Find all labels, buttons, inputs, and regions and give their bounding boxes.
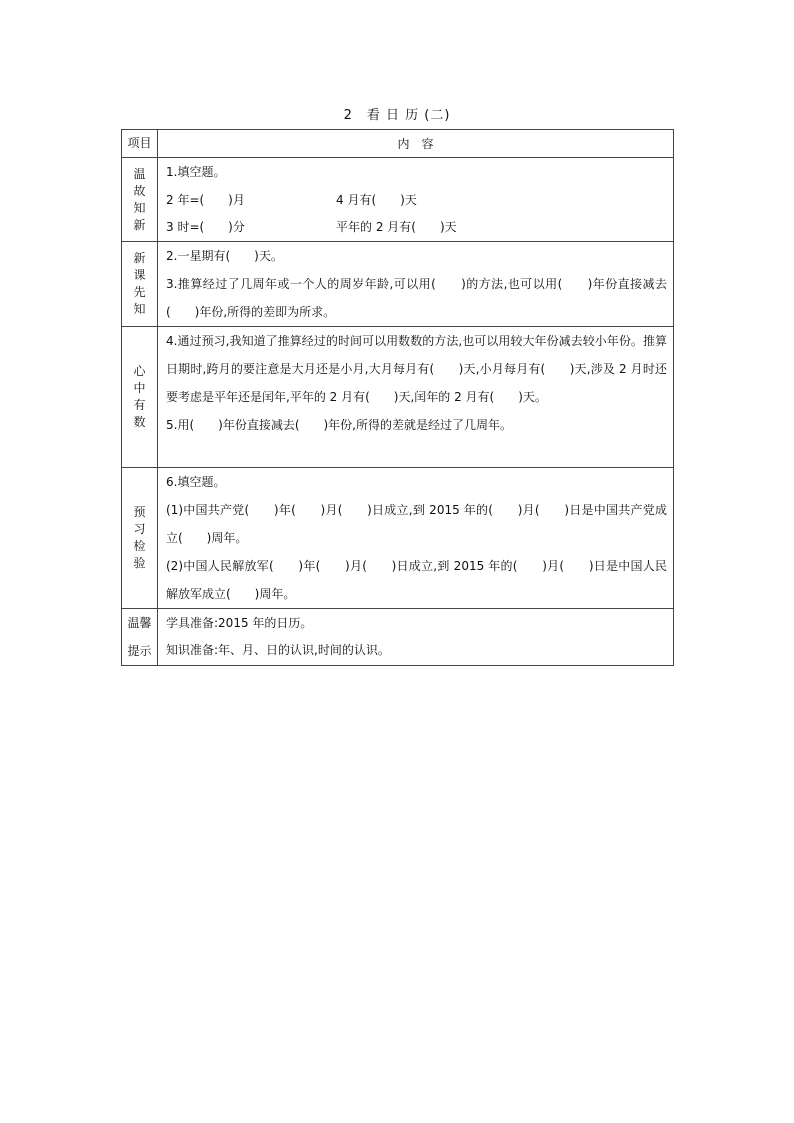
table-row [122,609,674,666]
preview-table [121,129,674,666]
row-label [122,468,158,609]
blank-item: 4 月有( )天 [336,193,417,207]
table-row [122,468,674,609]
fill-blank-line [166,186,667,214]
row-label-text: 预习检验 [133,505,146,570]
question-paragraph: (2)中国人民解放军( )年( )月( )日成立,到 2015 年的( )月( )日是中国人民解放军成立( )周年。 [166,559,667,601]
row-label-text: 温故知新 [133,166,146,232]
question-paragraph: 4.通过预习,我知道了推算经过的时间可以用数数的方法,也可以用较大年份减去较小年份。推算日期时,跨月的要注意是大月还是小月,大月每月有( )天,小月每月有( )天,涉及 2 月时还要考虑是平年还是闰年,平年的 2 月有( )天,闰年的 2 月有( )天。 [166,334,667,404]
question-paragraph: 3.推算经过了几周年或一个人的周岁年龄,可以用( )的方法,也可以用( )年份直接减去( )年份,所得的差即为所求。 [166,277,667,319]
header-item: 项目 [122,130,158,158]
table-row [122,242,674,327]
question-paragraph: (1)中国共产党( )年( )月( )日成立,到 2015 年的( )月( )日是中国共产党成立( )周年。 [166,503,667,545]
row-label-text: 心中有数 [133,364,146,429]
row-content [158,158,674,242]
header-content: 内 容 [158,130,674,158]
question-line: 5.用( )年份直接减去( )年份,所得的差就是经过了几周年。 [166,418,512,432]
row-label [122,327,158,468]
blank-item: 3 时=( )分 [166,220,245,234]
page-title: 2 看 日 历 (二) [343,108,451,123]
tip-line: 学具准备:2015 年的日历。 [166,616,313,630]
row-label-text: 新课先知 [133,251,146,316]
row-label [122,242,158,327]
row-content [158,609,674,666]
question-heading: 1.填空题。 [166,165,226,179]
blank-item: 平年的 2 月有( )天 [336,220,457,234]
question-heading: 6.填空题。 [166,475,226,489]
tip-line: 知识准备:年、月、日的认识,时间的认识。 [166,643,390,657]
table-row [122,327,674,468]
blank-item: 2 年=( )月 [166,193,245,207]
row-content [158,242,674,327]
row-content [158,468,674,609]
row-label [122,158,158,242]
table-row [122,158,674,242]
fill-blank-line [166,214,667,241]
row-content [158,327,674,468]
question-line: 2.一星期有( )天。 [166,249,283,263]
table-header-row [122,130,674,158]
row-label [122,609,158,666]
row-label-text: 温馨提示 [127,616,152,658]
